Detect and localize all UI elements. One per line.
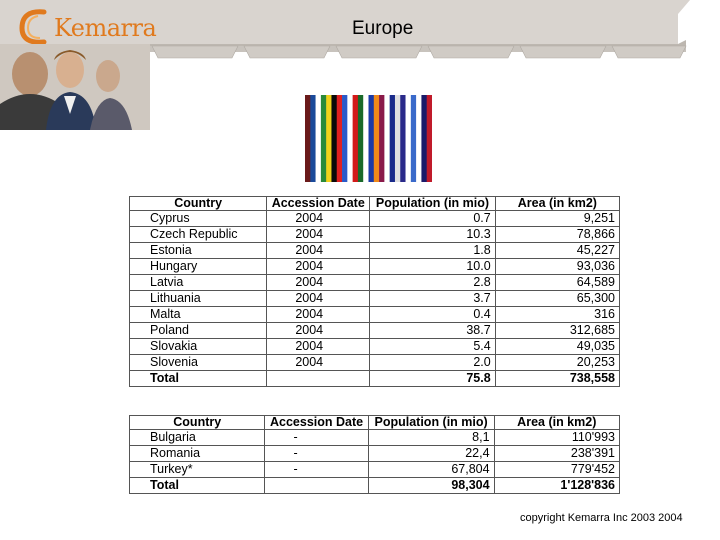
logo-text: Kemarra bbox=[54, 14, 157, 42]
kemarra-logo bbox=[14, 6, 157, 46]
area-cell: 65,300 bbox=[495, 291, 619, 307]
table-header-row bbox=[130, 197, 620, 211]
country-cell: Estonia bbox=[130, 243, 267, 259]
area-cell: 49,035 bbox=[495, 339, 619, 355]
table-row bbox=[130, 446, 620, 462]
country-cell: Hungary bbox=[130, 259, 267, 275]
country-cell: Poland bbox=[130, 323, 267, 339]
header-area: Area (in km2) bbox=[495, 197, 619, 211]
flag-stripe bbox=[379, 95, 385, 182]
accession-date-cell: - bbox=[265, 430, 368, 446]
table-row bbox=[130, 307, 620, 323]
table-row bbox=[130, 227, 620, 243]
flag-stripe bbox=[427, 95, 432, 182]
population-cell: 10.3 bbox=[370, 227, 496, 243]
table-row bbox=[130, 355, 620, 371]
header-population: Population (in mio) bbox=[370, 197, 496, 211]
table-row bbox=[130, 339, 620, 355]
population-cell: 0.7 bbox=[370, 211, 496, 227]
country-flags-stripe-image bbox=[305, 95, 432, 182]
accession-date-cell: 2004 bbox=[267, 323, 370, 339]
population-cell: 3.7 bbox=[370, 291, 496, 307]
accession-date-cell: 2004 bbox=[267, 243, 370, 259]
header-area: Area (in km2) bbox=[494, 416, 619, 430]
total-label: Total bbox=[130, 371, 267, 387]
table-header-row bbox=[130, 416, 620, 430]
flag-stripe bbox=[353, 95, 359, 182]
flag-stripe bbox=[416, 95, 422, 182]
copyright-text: copyright Kemarra Inc 2003 2004 bbox=[520, 512, 683, 524]
country-cell: Cyprus bbox=[130, 211, 267, 227]
accession-date-cell: 2004 bbox=[267, 211, 370, 227]
table-row bbox=[130, 323, 620, 339]
population-cell: 0.4 bbox=[370, 307, 496, 323]
table-row bbox=[130, 275, 620, 291]
accession-2004-table bbox=[129, 196, 620, 387]
page-title: Europe bbox=[352, 18, 414, 39]
table-row bbox=[130, 291, 620, 307]
flag-stripe bbox=[369, 95, 375, 182]
population-cell: 1.8 bbox=[370, 243, 496, 259]
flag-stripe bbox=[390, 95, 396, 182]
area-cell: 64,589 bbox=[495, 275, 619, 291]
total-accession-empty bbox=[265, 478, 368, 494]
accession-date-cell: 2004 bbox=[267, 259, 370, 275]
flag-stripe bbox=[321, 95, 327, 182]
population-cell: 67,804 bbox=[368, 462, 494, 478]
country-cell: Bulgaria bbox=[130, 430, 265, 446]
population-cell: 5.4 bbox=[370, 339, 496, 355]
area-cell: 238'391 bbox=[494, 446, 619, 462]
flag-stripe bbox=[326, 95, 332, 182]
flag-stripe bbox=[395, 95, 401, 182]
accession-date-cell: 2004 bbox=[267, 307, 370, 323]
flag-stripe bbox=[316, 95, 322, 182]
flag-stripe bbox=[347, 95, 353, 182]
total-population: 98,304 bbox=[368, 478, 494, 494]
flag-stripe bbox=[400, 95, 406, 182]
table-row bbox=[130, 462, 620, 478]
country-cell: Slovakia bbox=[130, 339, 267, 355]
flag-stripe bbox=[331, 95, 337, 182]
flag-stripe bbox=[305, 95, 311, 182]
area-cell: 312,685 bbox=[495, 323, 619, 339]
population-cell: 2.0 bbox=[370, 355, 496, 371]
total-population: 75.8 bbox=[370, 371, 496, 387]
area-cell: 110'993 bbox=[494, 430, 619, 446]
header-accession-date: Accession Date bbox=[265, 416, 368, 430]
table-row bbox=[130, 430, 620, 446]
country-cell: Turkey* bbox=[130, 462, 265, 478]
country-cell: Malta bbox=[130, 307, 267, 323]
table-row bbox=[130, 211, 620, 227]
header-population: Population (in mio) bbox=[368, 416, 494, 430]
accession-date-cell: - bbox=[265, 446, 368, 462]
total-row bbox=[130, 371, 620, 387]
country-cell: Lithuania bbox=[130, 291, 267, 307]
area-cell: 78,866 bbox=[495, 227, 619, 243]
total-row bbox=[130, 478, 620, 494]
country-cell: Latvia bbox=[130, 275, 267, 291]
logo-swirl-icon bbox=[14, 6, 54, 46]
flag-stripe bbox=[310, 95, 316, 182]
flag-stripe bbox=[406, 95, 412, 182]
country-cell: Czech Republic bbox=[130, 227, 267, 243]
header-country: Country bbox=[130, 197, 267, 211]
population-cell: 8,1 bbox=[368, 430, 494, 446]
flag-stripe bbox=[358, 95, 364, 182]
accession-date-cell: 2004 bbox=[267, 275, 370, 291]
total-label: Total bbox=[130, 478, 265, 494]
table-row bbox=[130, 243, 620, 259]
header-country: Country bbox=[130, 416, 265, 430]
area-cell: 779'452 bbox=[494, 462, 619, 478]
total-area: 738,558 bbox=[569, 371, 615, 385]
area-cell: 93,036 bbox=[495, 259, 619, 275]
area-cell: 9,251 bbox=[495, 211, 619, 227]
population-cell: 22,4 bbox=[368, 446, 494, 462]
area-cell: 20,253 bbox=[495, 355, 619, 371]
country-cell: Slovenia bbox=[130, 355, 267, 371]
population-cell: 2.8 bbox=[370, 275, 496, 291]
flag-stripe bbox=[421, 95, 427, 182]
total-area: 1'128'836 bbox=[560, 478, 615, 492]
header-accession-date: Accession Date bbox=[267, 197, 370, 211]
country-cell: Romania bbox=[130, 446, 265, 462]
population-cell: 10.0 bbox=[370, 259, 496, 275]
area-cell: 316 bbox=[495, 307, 619, 323]
accession-date-cell: 2004 bbox=[267, 355, 370, 371]
accession-date-cell: - bbox=[265, 462, 368, 478]
flag-stripe bbox=[411, 95, 417, 182]
flag-stripe bbox=[342, 95, 348, 182]
accession-date-cell: 2004 bbox=[267, 291, 370, 307]
flag-stripe bbox=[374, 95, 380, 182]
flag-stripe bbox=[363, 95, 369, 182]
accession-date-cell: 2004 bbox=[267, 227, 370, 243]
business-people-photo bbox=[0, 44, 150, 130]
area-cell: 45,227 bbox=[495, 243, 619, 259]
flag-stripe bbox=[384, 95, 390, 182]
accession-date-cell: 2004 bbox=[267, 339, 370, 355]
total-accession-empty bbox=[267, 371, 370, 387]
flag-stripe bbox=[337, 95, 343, 182]
candidate-countries-table bbox=[129, 415, 620, 494]
population-cell: 38.7 bbox=[370, 323, 496, 339]
table-row bbox=[130, 259, 620, 275]
